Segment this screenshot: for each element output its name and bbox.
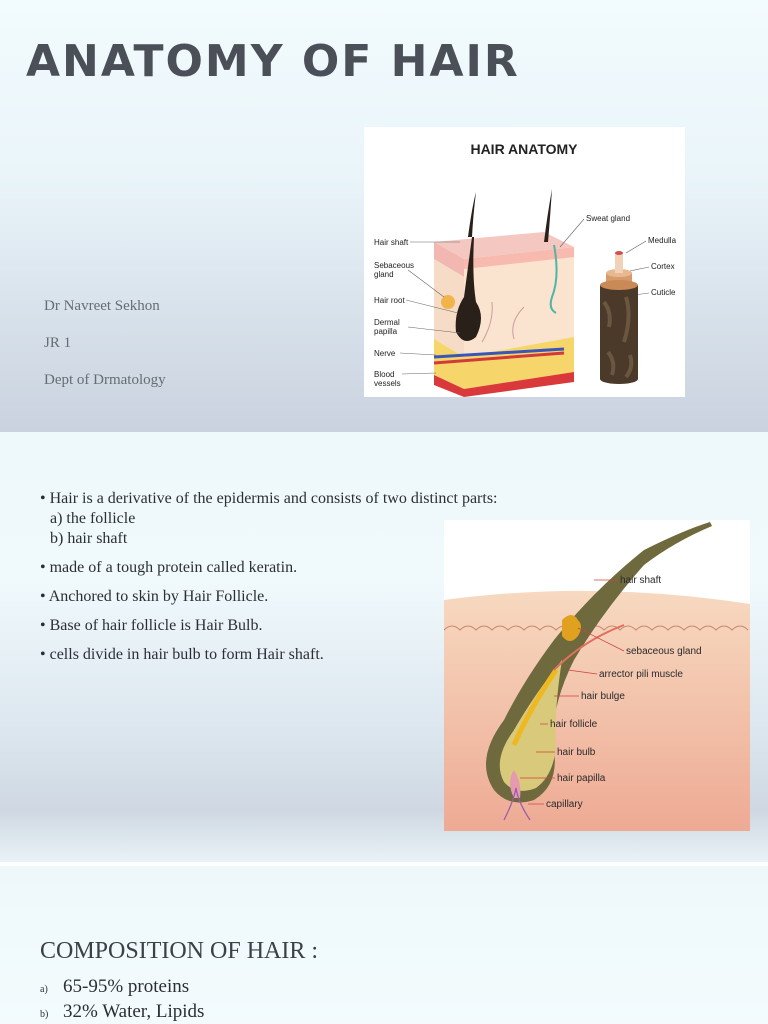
item-marker: b) [40, 1009, 49, 1020]
label-hair-follicle: hair follicle [550, 719, 598, 730]
svg-text:Hair root: Hair root [374, 296, 405, 305]
svg-text:gland: gland [374, 270, 394, 279]
svg-text:Blood: Blood [374, 370, 395, 379]
author-name: Dr Navreet Sekhon [44, 298, 160, 314]
label-arrector-pili: arrector pili muscle [599, 669, 683, 680]
composition-title: COMPOSITION OF HAIR : [40, 938, 319, 964]
svg-text:Sebaceous: Sebaceous [374, 261, 415, 270]
slide-composition [0, 866, 768, 1024]
figure-heading: HAIR ANATOMY [470, 141, 578, 157]
item-text: 32% Water, Lipids [63, 1001, 205, 1022]
svg-text:vessels: vessels [374, 379, 401, 388]
svg-text:Medulla: Medulla [648, 236, 677, 245]
svg-text:Nerve: Nerve [374, 349, 396, 358]
label-sebaceous-gland: sebaceous gland [626, 646, 702, 657]
label-hair-papilla: hair papilla [557, 773, 606, 784]
svg-text:Cortex: Cortex [651, 262, 675, 271]
svg-text:Dermal: Dermal [374, 318, 400, 327]
hair-follicle-diagram [444, 520, 750, 831]
bullet-item: • cells divide in hair bulb to form Hair shaft. [40, 646, 324, 663]
svg-text:Cuticle: Cuticle [651, 288, 676, 297]
bullet-item: • Base of hair follicle is Hair Bulb. [40, 617, 263, 634]
bullet-item: • Anchored to skin by Hair Follicle. [40, 588, 269, 605]
label-hair-bulb: hair bulb [557, 747, 596, 758]
bullet-item: • made of a tough protein called keratin. [40, 559, 298, 576]
svg-text:papilla: papilla [374, 327, 398, 336]
svg-text:Sweat gland: Sweat gland [586, 214, 631, 223]
item-marker: a) [40, 984, 48, 995]
label-hair-shaft: hair shaft [620, 575, 662, 586]
label-capillary: capillary [546, 799, 583, 810]
svg-text:Hair shaft: Hair shaft [374, 238, 409, 247]
composition-item [40, 976, 189, 998]
slide-title-heading: ANATOMY OF HAIR [26, 36, 520, 87]
item-text: 65-95% proteins [63, 976, 190, 997]
composition-item [40, 1001, 204, 1023]
author-department: Dept of Drmatology [44, 372, 166, 388]
slide-title [0, 0, 768, 432]
slide-hair-overview [0, 432, 768, 862]
sub-item: b) hair shaft [50, 530, 128, 547]
sub-item: a) the follicle [50, 510, 136, 527]
label-hair-bulge: hair bulge [581, 691, 625, 702]
author-role: JR 1 [44, 335, 72, 351]
bullet-item: • Hair is a derivative of the epidermis and consists of two distinct parts: [40, 490, 498, 507]
hair-anatomy-illustration [364, 127, 685, 397]
